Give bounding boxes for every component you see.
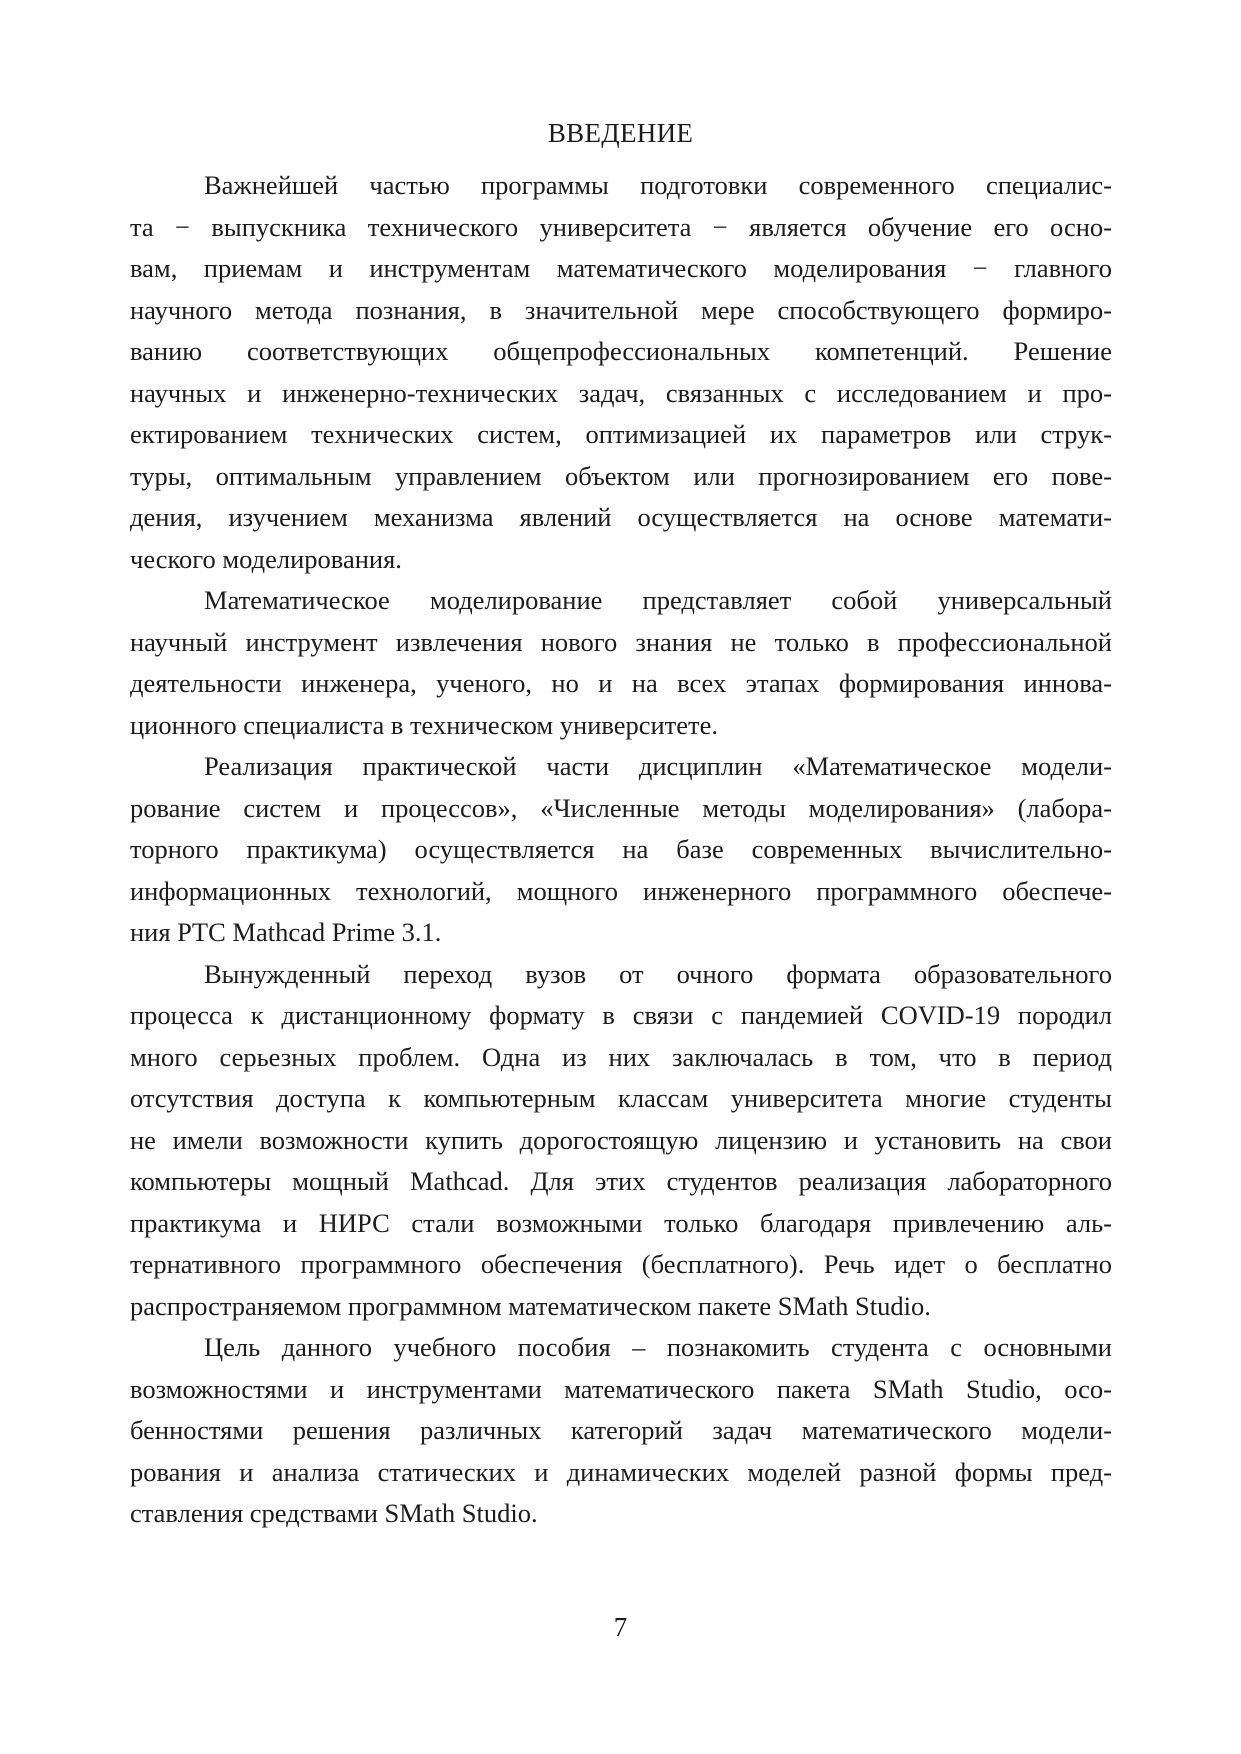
text-line: много серьезных проблем. Одна из них заключалась в том, что в период — [130, 1041, 1112, 1072]
text-line: компьютеры мощный Mathcad. Для этих студентов реализация лабораторного — [130, 1166, 1112, 1196]
paragraph-4 — [130, 954, 1112, 1328]
text-line: научных и инженерно-технических задач, связанных с исследованием и про- — [130, 377, 1112, 408]
text-line: дения, изучением механизма явлений осуществляется на основе математи- — [130, 502, 1112, 532]
text-line: научного метода познания, в значительной мере способствующего формиро- — [130, 294, 1112, 325]
text-line: тернативного программного обеспечения (бесплатного). Речь идет о бесплатно — [130, 1249, 1112, 1279]
text-line: ектированием технических систем, оптимизацией их параметров или струк- — [130, 419, 1112, 449]
text-line: бенностями решения различных категорий задач математического модели- — [130, 1415, 1112, 1445]
text-line: деятельности инженера, ученого, но и на всех этапах формирования иннова- — [130, 668, 1112, 698]
text-line: ния PTC Mathcad Prime 3.1. — [130, 917, 442, 947]
text-line: практикума и НИРС стали возможными только благодаря привлечению аль- — [130, 1207, 1112, 1238]
text-line: Математическое моделирование представляет собой универсальный — [204, 585, 1112, 615]
text-line: информационных технологий, мощного инженерного программного обеспече- — [130, 875, 1112, 906]
text-line: возможностями и инструментами математического пакета SMath Studio, осо- — [130, 1373, 1112, 1404]
text-line: Вынужденный переход вузов от очного формата образовательного — [204, 958, 1112, 989]
text-line: Важнейшей частью программы подготовки современного специалис- — [204, 170, 1112, 200]
page-number: 7 — [613, 1612, 628, 1642]
text-line: научный инструмент извлечения нового знания не только в профессиональной — [130, 626, 1112, 657]
text-line: отсутствия доступа к компьютерным классам университета многие студенты — [130, 1083, 1112, 1113]
text-line: не имели возможности купить дорогостоящую лицензию и установить на свои — [130, 1124, 1112, 1155]
text-line: ционного специалиста в техническом университете. — [130, 709, 718, 740]
text-line: ческого моделирования. — [130, 543, 402, 574]
paragraph-1 — [130, 165, 1112, 580]
body-text — [130, 165, 1112, 1535]
section-heading: ВВЕДЕНИЕ — [547, 118, 694, 148]
paragraph-3 — [130, 746, 1112, 954]
text-line: ванию соответствующих общепрофессиональных компетенций. Решение — [130, 336, 1112, 366]
text-line: Реализация практической части дисциплин «Математическое модели- — [204, 751, 1112, 781]
text-line: туры, оптимальным управлением объектом или прогнозированием его пове- — [130, 460, 1112, 491]
text-line: ставления средствами SMath Studio. — [130, 1498, 538, 1528]
text-line: распространяемом программном математическом пакете SMath Studio. — [130, 1290, 931, 1321]
text-line: та − выпускника технического университета − является обучение его осно- — [130, 211, 1112, 242]
text-line: вам, приемам и инструментам математического моделирования − главного — [130, 253, 1112, 283]
text-line: торного практикума) осуществляется на базе современных вычислительно- — [130, 834, 1112, 864]
text-line: Цель данного учебного пособия – познакомить студента с основными — [204, 1332, 1112, 1362]
text-line: рование систем и процессов», «Численные методы моделирования» (лабора- — [130, 792, 1112, 823]
text-line: процесса к дистанционному формату в связи с пандемией COVID-19 породил — [130, 1000, 1112, 1030]
text-line: рования и анализа статических и динамических моделей разной формы пред- — [130, 1456, 1112, 1487]
paragraph-5 — [130, 1327, 1112, 1535]
paragraph-2 — [130, 580, 1112, 746]
